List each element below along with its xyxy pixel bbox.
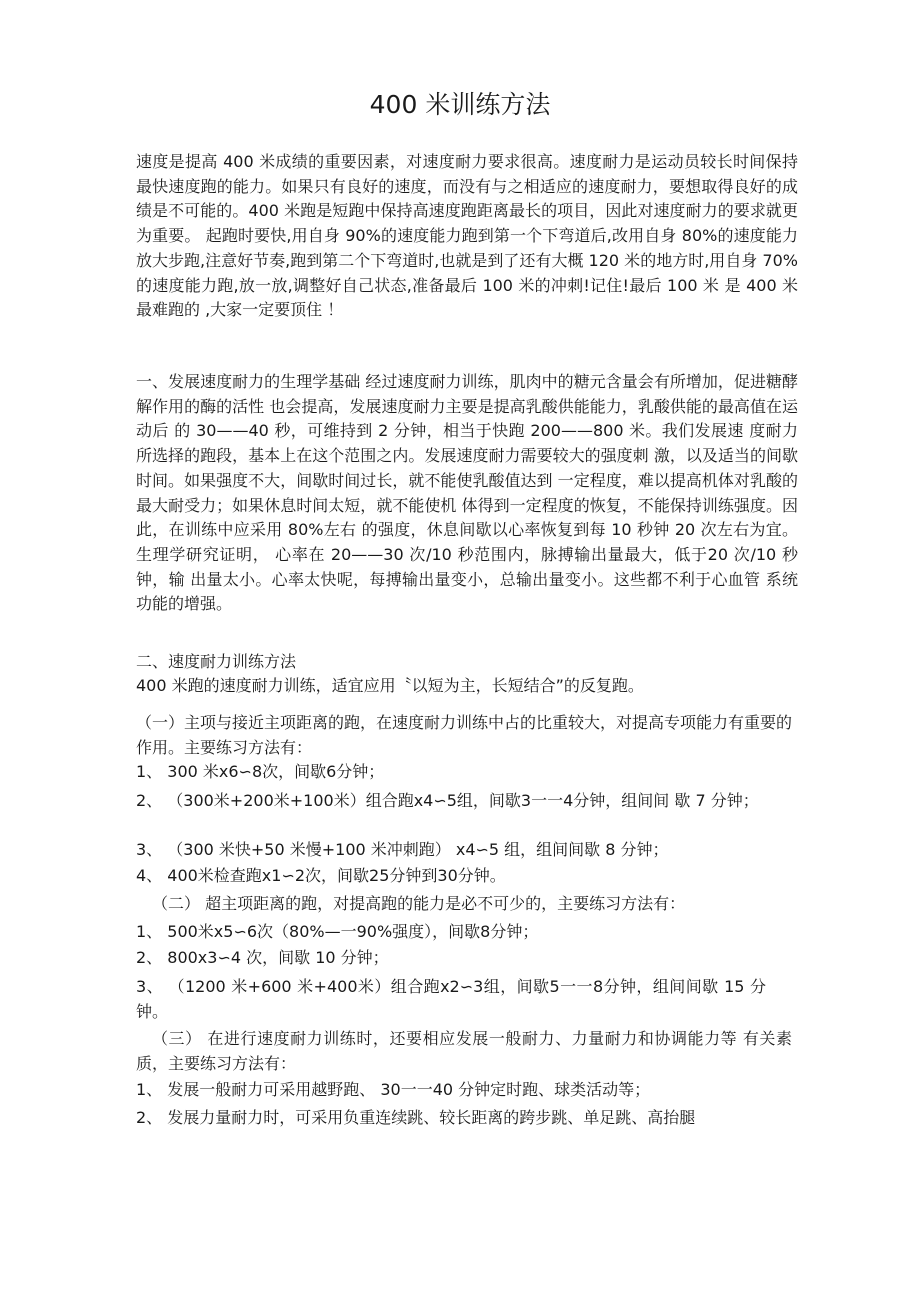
part-2-heading: （二） 超主项距离的跑，对提高跑的能力是必不可少的，主要练习方法有： bbox=[152, 894, 686, 913]
part-1-item: 3、 （300 米快+50 米慢+100 米冲刺跑） x4∽5 组，组间间歇 8 分钟； bbox=[136, 840, 669, 859]
section-2-intro: 400 米跑的速度耐力训练，适宜应用〝以短为主，长短结合”的反复跑。 bbox=[136, 676, 644, 695]
section-2-heading: 二、速度耐力训练方法 bbox=[136, 652, 297, 671]
part-3-item: 2、 发展力量耐力时，可采用负重连续跳、较长距离的跨步跳、单足跳、高抬腿 bbox=[136, 1108, 696, 1127]
part-1-item: 4、 400米检查跑x1∽2次，间歇25分钟到30分钟。 bbox=[136, 866, 506, 885]
part-1-heading: （一）主项与接近主项距离的跑，在速度耐力训练中占的比重较大，对提高专项能力有重要的作用。主要练习方法有： bbox=[136, 713, 793, 757]
part-3-item: 1、 发展一般耐力可采用越野跑、 30一一40 分钟定时跑、球类活动等； bbox=[136, 1080, 651, 1099]
intro-paragraph: 速度是提高 400 米成绩的重要因素，对速度耐力要求很高。速度耐力是运动员较长时间保持最快速度跑的能力。如果只有良好的速度，而没有与之相适应的速度耐力，要想取得良好的成绩是不可能的。400 米跑是短跑中保持高速度跑距离最长的项目，因此对速度耐力的要求就更为重要。 起跑时要快,用自身 90%的速度能力跑到第一个下弯道后,改用自身 80%的速度能力放大步跑,注意好节奏,跑到第二个下弯道时,也就是到了还有大概 120 米的地方时,用自身 70%的速度能力跑,放一放,调整好自己状态,准备最后 100 米的冲刺!记住!最后 100 米 是 400 米最难跑的 ,大家一定要顶住 ！ bbox=[136, 152, 798, 320]
part-2-item: 1、 500米x5∽6次（80%—一90%强度），间歇8分钟； bbox=[136, 922, 539, 941]
part-1-item: 1、 300 米x6∽8次，间歇6分钟； bbox=[136, 762, 385, 781]
part-2-item: 3、 （1200 米+600 米+400米）组合跑x2∽3组，间歇5一一8分钟，组间间歇 15 分钟。 bbox=[136, 977, 766, 1021]
page-title: 400 米训练方法 bbox=[369, 90, 551, 119]
part-1-item: 2、 （300米+200米+100米）组合跑x4∽5组，间歇3一一4分钟，组间间 歇 7 分钟； bbox=[136, 791, 759, 810]
part-3-heading: （三） 在进行速度耐力训练时，还要相应发展一般耐力、力量耐力和协调能力等 有关素质，主要练习方法有： bbox=[136, 1029, 792, 1073]
part-2-item: 2、 800x3∽4 次，间歇 10 分钟； bbox=[136, 948, 389, 967]
section-1-paragraph: 一、发展速度耐力的生理学基础 经过速度耐力训练，肌肉中的糖元含量会有所增加，促进糖酵解作用的酶的活性 也会提高，发展速度耐力主要是提高乳酸供能能力，乳酸供能的最高值在运动后 的 30——40 秒，可维持到 2 分钟，相当于快跑 200——800 米。我们发展速 度耐力所选择的跑段，基本上在这个范围之内。发展速度耐力需要较大的强度刺 激，以及适当的间歇时间。如果强度不大，间歇时间过长，就不能使乳酸值达到 一定程度，难以提高机体对乳酸的最大耐受力；如果休息时间太短，就不能使机 体得到一定程度的恢复，不能保持训练强度。因此，在训练中应采用 80%左右 的强度，休息间歇以心率恢复到每 10 秒钟 20 次左右为宜。生理学研究证明， 心率在 20——30 次/10 秒范围内，脉搏输出量最大，低于20 次/10 秒钟，输 出量太小。心率太快呢，每搏输出量变小，总输出量变小。这些都不利于心血管 系统功能的增强。 bbox=[136, 372, 798, 614]
